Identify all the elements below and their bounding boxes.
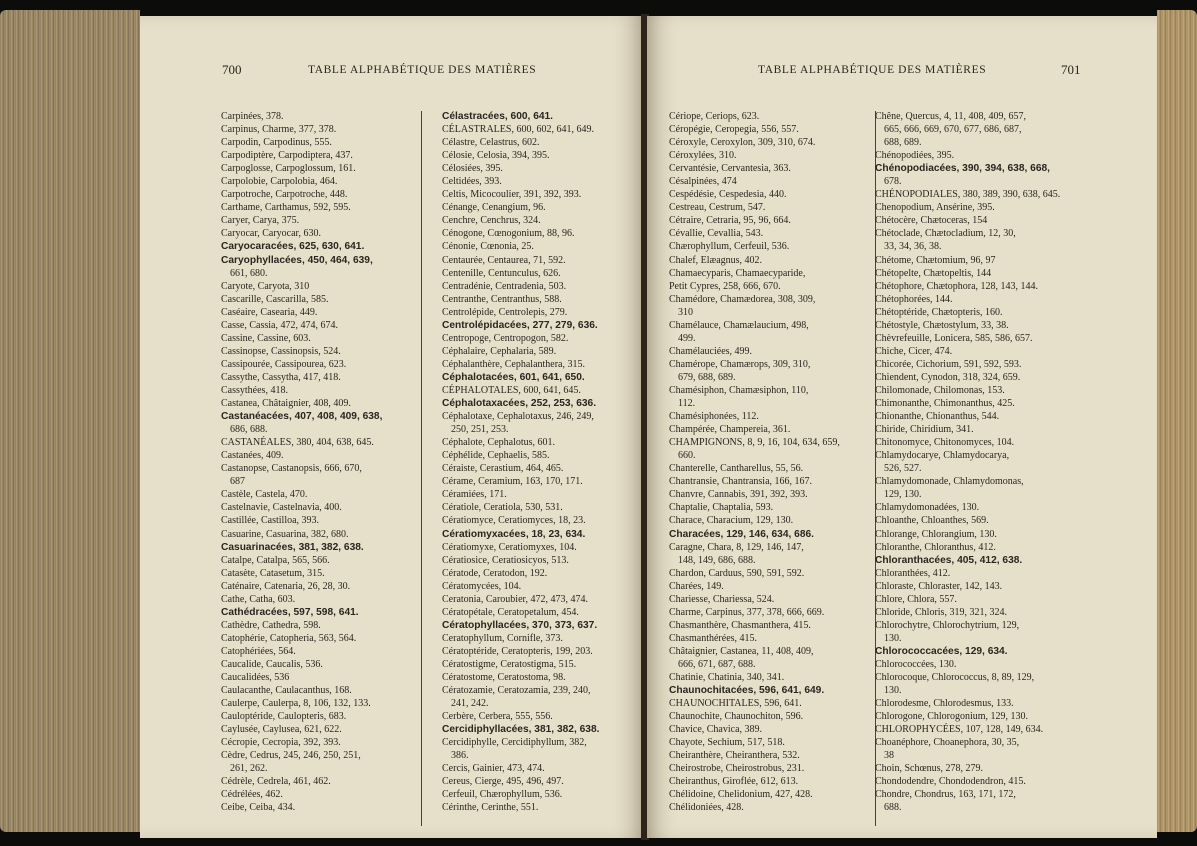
index-entry: Celtis, Micocoulier, 391, 392, 393. — [442, 189, 582, 201]
index-entry: Chloranthe, Chloranthus, 412. — [875, 541, 996, 553]
index-entry: Chétome, Chætomium, 96, 97 — [875, 254, 996, 266]
index-entry: Chlorococcées, 130. — [875, 658, 957, 670]
index-entry: 678. — [884, 176, 902, 188]
index-entry: CHLOROPHYCÉES, 107, 128, 149, 634. — [875, 724, 1044, 736]
column-rule — [421, 111, 422, 826]
index-entry: Césalpinées, 474 — [669, 176, 737, 188]
index-entry: 386. — [451, 750, 469, 762]
index-entry: Catalpe, Catalpa, 565, 566. — [221, 554, 330, 566]
index-entry: 665, 666, 669, 670, 677, 686, 687, — [884, 124, 1022, 136]
index-entry: Chasmanthérées, 415. — [669, 632, 758, 644]
index-entry: Cériope, Ceriops, 623. — [669, 111, 760, 122]
running-header: TABLE ALPHABÉTIQUE DES MATIÈRES — [308, 64, 537, 76]
index-entry: Cératopétale, Ceratopetalum, 454. — [442, 606, 579, 618]
index-entry: Choin, Schœnus, 278, 279. — [875, 763, 984, 775]
index-entry: 130. — [884, 632, 902, 644]
index-entry: Cassythées, 418. — [221, 384, 288, 396]
index-entry: Chardon, Carduus, 590, 591, 592. — [669, 567, 805, 579]
index-column — [875, 110, 1075, 815]
index-entry: Chétostyle, Chætostylum, 33, 38. — [875, 319, 1009, 331]
index-entry: CÉPHALOTALES, 600, 641, 645. — [442, 384, 581, 396]
index-entry: Catasète, Catasetum, 315. — [221, 567, 325, 579]
page-edges-left — [0, 10, 140, 832]
index-entry: Cénonie, Cœnonia, 25. — [442, 241, 534, 253]
index-entry: Centropoge, Centropogon, 582. — [442, 332, 569, 344]
index-column — [442, 110, 642, 815]
right-page — [647, 16, 1157, 838]
index-entry: Chatinie, Chatinia, 340, 341. — [669, 672, 785, 684]
page-number: 701 — [1061, 62, 1081, 77]
index-entry: Céropégie, Ceropegia, 556, 557. — [669, 124, 799, 136]
index-entry: Cereus, Cierge, 495, 496, 497. — [442, 776, 564, 788]
index-entry: Carpinées, 378. — [221, 111, 284, 122]
index-entry: 33, 34, 36, 38. — [884, 241, 942, 253]
running-header: TABLE ALPHABÉTIQUE DES MATIÈRES — [758, 64, 987, 76]
index-entry: Chamélauciées, 499. — [669, 345, 753, 357]
index-entry: Cercis, Gainier, 473, 474. — [442, 763, 545, 775]
index-entry: Chêne, Quercus, 4, 11, 408, 409, 657, — [875, 111, 1026, 122]
index-entry: Chaptalie, Chaptalia, 593. — [669, 502, 774, 514]
index-entry: Chèvrefeuille, Lonicera, 585, 586, 657. — [875, 332, 1033, 344]
index-entry: Caryocar, Caryocar, 630. — [221, 228, 321, 240]
index-column — [221, 110, 421, 815]
index-entry: Cératozamie, Ceratozamia, 239, 240, — [442, 685, 591, 697]
index-entry: Caséaire, Casearia, 449. — [221, 306, 318, 318]
index-entry: Cervantésie, Cervantesia, 363. — [669, 163, 791, 175]
index-entry: Chantransie, Chantransia, 166, 167. — [669, 476, 813, 488]
index-entry: Céphalotaxacées, 252, 253, 636. — [442, 398, 597, 410]
index-entry: Cèdre, Cedrus, 245, 246, 250, 251, — [221, 750, 361, 762]
index-entry: Chétoptéride, Chætopteris, 160. — [875, 306, 1003, 318]
index-entry: Cératophyllacées, 370, 373, 637. — [442, 619, 598, 631]
index-entry: Châtaignier, Castanea, 11, 408, 409, — [669, 645, 814, 657]
index-entry: Cératostigme, Ceratostigma, 515. — [442, 658, 577, 670]
index-entry: Carpinus, Charme, 377, 378. — [221, 124, 337, 136]
index-entry: Chamaecyparis, Chamaecyparide, — [669, 267, 806, 279]
index-entry: 250, 251, 253. — [451, 424, 509, 436]
index-entry: Chloanthe, Chloanthes, 569. — [875, 515, 989, 527]
index-entry: Chavice, Chavica, 389. — [669, 724, 763, 736]
index-entry: Cédrélées, 462. — [221, 789, 283, 801]
index-entry: Cératoptéride, Ceratopteris, 199, 203. — [442, 645, 593, 657]
index-entry: Chenopodium, Ansérine, 395. — [875, 202, 995, 214]
index-entry: Caucalide, Caucalis, 536. — [221, 658, 323, 670]
index-entry: Castillée, Castilloa, 393. — [221, 515, 320, 527]
index-entry: Castanea, Châtaignier, 408, 409. — [221, 398, 351, 410]
index-entry: 688, 689. — [884, 137, 922, 149]
index-entry: Centradénie, Centradenia, 503. — [442, 280, 567, 292]
index-entry: Caryophyllacées, 450, 464, 639, — [221, 254, 373, 266]
index-entry: Cathe, Catha, 603. — [221, 593, 296, 605]
index-entry: Chanvre, Cannabis, 391, 392, 393. — [669, 489, 808, 501]
index-entry: Cénange, Cenangium, 96. — [442, 202, 546, 214]
index-entry: Catophériées, 564. — [221, 645, 296, 657]
index-entry: Chétoclade, Chætocladium, 12, 30, — [875, 228, 1016, 240]
index-entry: Chlamydomonadées, 130. — [875, 502, 980, 514]
index-entry: Castanéacées, 407, 408, 409, 638, — [221, 411, 383, 423]
index-entry: 499. — [678, 332, 696, 344]
index-entry: Caulacanthe, Caulacanthus, 168. — [221, 685, 352, 697]
index-entry: Cératostome, Ceratostoma, 98. — [442, 672, 566, 684]
index-entry: Chlorochytre, Chlorochytrium, 129, — [875, 619, 1020, 631]
index-entry: Chétophorées, 144. — [875, 293, 953, 305]
index-entry: Céroxylées, 310. — [669, 150, 737, 162]
index-entry: CHÉNOPODIALES, 380, 389, 390, 638, 645. — [875, 189, 1061, 201]
index-entry: Carpodiptère, Carpodiptera, 437. — [221, 150, 353, 162]
index-entry: Céraiste, Cerastium, 464, 465. — [442, 463, 564, 475]
index-entry: Ceratonia, Caroubier, 472, 473, 474. — [442, 593, 588, 605]
index-entry: Chondre, Chondrus, 163, 171, 172, — [875, 789, 1016, 801]
index-entry: Chamélauce, Chamælaucium, 498, — [669, 319, 809, 331]
index-entry: Chionanthe, Chionanthus, 544. — [875, 411, 1000, 423]
index-entry: Chénopodiées, 395. — [875, 150, 955, 162]
index-entry: Cheiranthus, Giroflée, 612, 613. — [669, 776, 799, 788]
index-entry: 679, 688, 689. — [678, 371, 736, 383]
index-entry: Cauloptéride, Caulopteris, 683. — [221, 711, 347, 723]
index-entry: Cératiomyce, Ceratiomyces, 18, 23. — [442, 515, 586, 527]
index-entry: Chimonanthe, Chimonanthus, 425. — [875, 398, 1015, 410]
index-entry: Cheiranthère, Cheiranthera, 532. — [669, 750, 800, 762]
index-entry: Castanées, 409. — [221, 450, 284, 462]
index-entry: 687 — [230, 476, 245, 488]
index-entry: Cératode, Ceratodon, 192. — [442, 567, 548, 579]
index-entry: Caténaire, Catenaria, 26, 28, 30. — [221, 580, 351, 592]
index-entry: Chaunochite, Chaunochiton, 596. — [669, 711, 804, 723]
index-entry: CHAMPIGNONS, 8, 9, 16, 104, 634, 659, — [669, 437, 840, 449]
index-entry: 130. — [884, 685, 902, 697]
index-entry: Ceibe, Ceiba, 434. — [221, 802, 296, 814]
index-entry: Chærophyllum, Cerfeuil, 536. — [669, 241, 790, 253]
index-entry: Catophérie, Catopheria, 563, 564. — [221, 632, 357, 644]
index-entry: Célastracées, 600, 641. — [442, 111, 554, 122]
index-entry: Cérame, Ceramium, 163, 170, 171. — [442, 476, 583, 488]
index-entry: Cécropie, Cecropia, 392, 393. — [221, 737, 341, 749]
index-entry: Caryote, Caryota, 310 — [221, 280, 310, 292]
index-entry: Chaunochitacées, 596, 641, 649. — [669, 685, 825, 697]
index-entry: Castanopse, Castanopsis, 666, 670, — [221, 463, 362, 475]
index-entry: Castelnavie, Castelnavia, 400. — [221, 502, 342, 514]
index-entry: Carpolobie, Carpolobia, 464. — [221, 176, 338, 188]
index-entry: Cévallie, Cevallia, 543. — [669, 228, 764, 240]
index-entry: Carpotroche, Carpotroche, 448. — [221, 189, 348, 201]
index-entry: Chondodendre, Chondodendron, 415. — [875, 776, 1026, 788]
index-entry: Chélidoine, Chelidonium, 427, 428. — [669, 789, 813, 801]
index-entry: Charace, Characium, 129, 130. — [669, 515, 794, 527]
index-entry: Cassipourée, Cassipourea, 623. — [221, 358, 347, 370]
index-entry: Chiche, Cicer, 474. — [875, 345, 953, 357]
index-entry: Cératomycées, 104. — [442, 580, 522, 592]
index-entry: Céroxyle, Ceroxylon, 309, 310, 674. — [669, 137, 816, 149]
index-entry: Chalef, Elæagnus, 402. — [669, 254, 763, 266]
index-entry: Chanterelle, Cantharellus, 55, 56. — [669, 463, 804, 475]
index-entry: Chariesse, Chariessa, 524. — [669, 593, 775, 605]
index-entry: Chénopodiacées, 390, 394, 638, 668, — [875, 163, 1050, 175]
index-entry: Caulerpe, Caulerpa, 8, 106, 132, 133. — [221, 698, 371, 710]
index-entry: Chiride, Chiridium, 341. — [875, 424, 974, 436]
index-entry: Centranthe, Centranthus, 588. — [442, 293, 562, 305]
index-entry: Carthame, Carthamus, 592, 595. — [221, 202, 351, 214]
index-entry: Chloranthacées, 405, 412, 638. — [875, 554, 1023, 566]
index-entry: Cathèdre, Cathedra, 598. — [221, 619, 321, 631]
index-entry: Céphélide, Cephaelis, 585. — [442, 450, 550, 462]
index-entry: Chlamydocarye, Chlamydocarya, — [875, 450, 1010, 462]
index-entry: 686, 688. — [230, 424, 268, 436]
index-entry: Cassinopse, Cassinopsis, 524. — [221, 345, 341, 357]
index-entry: Chloraste, Chloraster, 142, 143. — [875, 580, 1003, 592]
index-entry: Chlorodesme, Chlorodesmus, 133. — [875, 698, 1014, 710]
index-entry: Cascarille, Cascarilla, 585. — [221, 293, 329, 305]
index-entry: 129, 130. — [884, 489, 922, 501]
index-entry: Casuarine, Casuarina, 382, 680. — [221, 528, 349, 540]
index-entry: Chétocère, Chætoceras, 154 — [875, 215, 988, 227]
index-entry: 660. — [678, 450, 696, 462]
index-entry: Cheirostrobe, Cheirostrobus, 231. — [669, 763, 805, 775]
index-entry: Chitonomyce, Chitonomyces, 104. — [875, 437, 1015, 449]
index-entry: Caylusée, Caylusea, 621, 622. — [221, 724, 342, 736]
index-entry: Caryocaracées, 625, 630, 641. — [221, 241, 365, 253]
index-entry: Charées, 149. — [669, 580, 724, 592]
index-entry: 241, 242. — [451, 698, 489, 710]
index-entry: 661, 680. — [230, 267, 268, 279]
index-entry: Chamésiphonées, 112. — [669, 411, 759, 423]
index-entry: Chamésiphon, Chamæsiphon, 110, — [669, 384, 809, 396]
index-entry: Céphalanthère, Cephalanthera, 315. — [442, 358, 585, 370]
index-entry: Cératiomyxe, Ceratiomyxes, 104. — [442, 541, 577, 553]
index-entry: Cestreau, Cestrum, 547. — [669, 202, 766, 214]
index-entry: Cassine, Cassine, 603. — [221, 332, 311, 344]
index-entry: CÉLASTRALES, 600, 602, 641, 649. — [442, 124, 594, 136]
index-entry: Cératiosice, Ceratiosicyos, 513. — [442, 554, 569, 566]
index-entry: Chétopelte, Chætopeltis, 144 — [875, 267, 992, 279]
index-column — [669, 110, 869, 815]
index-entry: 666, 671, 687, 688. — [678, 658, 756, 670]
index-entry: Cespédésie, Cespedesia, 440. — [669, 189, 787, 201]
index-entry: Champérée, Champereia, 361. — [669, 424, 791, 436]
index-entry: Chayote, Sechium, 517, 518. — [669, 737, 785, 749]
index-entry: Célosie, Celosia, 394, 395. — [442, 150, 550, 162]
index-entry: Célosiées, 395. — [442, 163, 503, 175]
index-entry: 310 — [678, 306, 693, 318]
index-entry: Céphalaire, Cephalaria, 589. — [442, 345, 557, 357]
index-entry: Chicorée, Cichorium, 591, 592, 593. — [875, 358, 1022, 370]
index-entry: Chasmanthère, Chasmanthera, 415. — [669, 619, 811, 631]
index-entry: Célastre, Celastrus, 602. — [442, 137, 540, 149]
index-entry: Carpodin, Carpodinus, 555. — [221, 137, 332, 149]
index-entry: Caragne, Chara, 8, 129, 146, 147, — [669, 541, 804, 553]
index-entry: Chlorogone, Chlorogonium, 129, 130. — [875, 711, 1029, 723]
index-entry: Chlorange, Chlorangium, 130. — [875, 528, 997, 540]
index-entry: Cétraire, Cetraria, 95, 96, 664. — [669, 215, 791, 227]
index-entry: Centenille, Centunculus, 626. — [442, 267, 561, 279]
index-entry: Centrolépidacées, 277, 279, 636. — [442, 319, 598, 331]
page-number: 700 — [222, 62, 242, 77]
index-entry: Castèle, Castela, 470. — [221, 489, 308, 501]
index-entry: CHAUNOCHITALES, 596, 641. — [669, 698, 802, 710]
index-entry: Centrolépide, Centrolepis, 279. — [442, 306, 568, 318]
index-entry: Chlamydomonade, Chlamydomonas, — [875, 476, 1024, 488]
index-entry: Cercidiphylle, Cercidiphyllum, 382, — [442, 737, 587, 749]
index-entry: Chélidoniées, 428. — [669, 802, 744, 814]
index-entry: Céphalotaxe, Cephalotaxus, 246, 249, — [442, 411, 594, 423]
index-entry: 688. — [884, 802, 902, 814]
index-entry: Céphalotacées, 601, 641, 650. — [442, 371, 585, 383]
index-entry: Cassythe, Cassytha, 417, 418. — [221, 371, 341, 383]
index-entry: CASTANÉALES, 380, 404, 638, 645. — [221, 437, 374, 449]
index-entry: Cénogone, Cœnogonium, 88, 96. — [442, 228, 575, 240]
index-entry: Chétophore, Chætophora, 128, 143, 144. — [875, 280, 1039, 292]
index-entry: Carpoglosse, Carpoglossum, 161. — [221, 163, 356, 175]
index-entry: 38 — [884, 750, 894, 762]
index-entry: 148, 149, 686, 688. — [678, 554, 756, 566]
index-entry: Centaurée, Centaurea, 71, 592. — [442, 254, 566, 266]
index-entry: Caucalidées, 536 — [221, 672, 290, 684]
left-page — [140, 16, 643, 838]
index-entry: Chamérope, Chamærops, 309, 310, — [669, 358, 811, 370]
index-entry: Casuarinacées, 381, 382, 638. — [221, 541, 364, 553]
index-entry: Charme, Carpinus, 377, 378, 666, 669. — [669, 606, 825, 618]
index-entry: 261, 262. — [230, 763, 268, 775]
index-entry: Cerfeuil, Chærophyllum, 536. — [442, 789, 563, 801]
index-entry: Céramiées, 171. — [442, 489, 507, 501]
index-entry: Chlore, Chlora, 557. — [875, 593, 957, 605]
index-entry: Celtidées, 393. — [442, 176, 502, 188]
index-entry: 526, 527. — [884, 463, 922, 475]
index-entry: Ceratophyllum, Cornifle, 373. — [442, 632, 563, 644]
page-edges-right — [1157, 10, 1197, 832]
index-entry: Cédrèle, Cedrela, 461, 462. — [221, 776, 331, 788]
index-entry: Cérinthe, Cerinthe, 551. — [442, 802, 539, 814]
index-entry: Cératiomyxacées, 18, 23, 634. — [442, 528, 586, 540]
index-entry: Petit Cypres, 258, 666, 670. — [669, 280, 781, 292]
index-entry: Chlorocoque, Chlorococcus, 8, 89, 129, — [875, 672, 1035, 684]
index-entry: Chlorococcacées, 129, 634. — [875, 645, 1008, 657]
index-entry: Cathédracées, 597, 598, 641. — [221, 606, 359, 618]
index-entry: Chiendent, Cynodon, 318, 324, 659. — [875, 371, 1021, 383]
index-entry: Characées, 129, 146, 634, 686. — [669, 528, 815, 540]
index-entry: Caryer, Carya, 375. — [221, 215, 300, 227]
index-entry: Cenchre, Cenchrus, 324. — [442, 215, 541, 227]
index-entry: Chloride, Chloris, 319, 321, 324. — [875, 606, 1007, 618]
index-entry: Chilomonade, Chilomonas, 153. — [875, 384, 1005, 396]
index-entry: Chloranthées, 412. — [875, 567, 951, 579]
index-entry: Casse, Cassia, 472, 474, 674. — [221, 319, 338, 331]
index-entry: Chamédore, Chamædorea, 308, 309, — [669, 293, 816, 305]
index-entry: 112. — [678, 398, 696, 410]
index-entry: Cératiole, Ceratiola, 530, 531. — [442, 502, 563, 514]
index-entry: Céphalote, Cephalotus, 601. — [442, 437, 556, 449]
index-entry: Cercidiphyllacées, 381, 382, 638. — [442, 724, 600, 736]
index-entry: Cerbère, Cerbera, 555, 556. — [442, 711, 553, 723]
index-entry: Choanéphore, Choanephora, 30, 35, — [875, 737, 1020, 749]
